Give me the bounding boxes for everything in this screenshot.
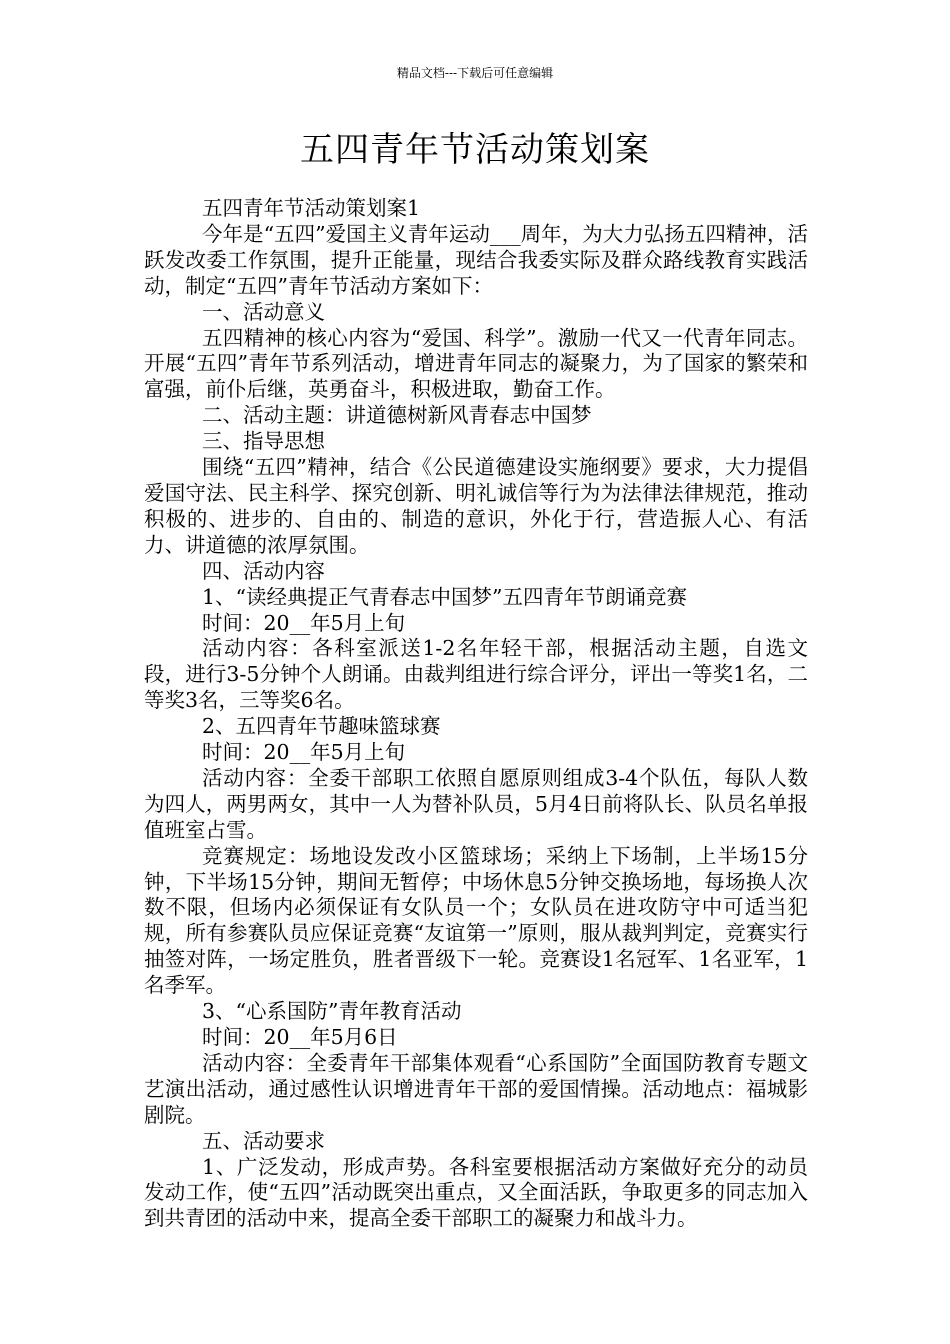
section-heading: 五、活动要求 (202, 1128, 325, 1153)
document-body (144, 196, 808, 1232)
section-heading: 三、指导思想 (202, 429, 325, 454)
activity-heading: 1、“读经典提正气青春志中国梦”五四青年节朗诵竞赛 (202, 584, 688, 609)
activity-heading: 3、“心系国防”青年教育活动 (202, 999, 462, 1024)
paragraph: 五四精神的核心内容为“爱国、科学”。激励一代又一代青年同志。开展“五四”青年节系列活动，增进青年同志的凝聚力，为了国家的繁荣和富强，前仆后继，英勇奋斗，积极进取，勤奋工作。 (144, 325, 808, 402)
section-heading: 五四青年节活动策划案1 (202, 196, 421, 220)
paragraph: 竞赛规定：场地设发改小区篮球场；采纳上下场制，上半场15分钟，下半场15分钟，期间无暂停；中场休息5分钟交换场地，每场换人次数不限，但场内必须保证有女队员一个；女队员在进攻防守中可适当犯规，所有参赛队员应保证竞赛“友谊第一”原则，服从裁判判定，竞赛实行抽签对阵，一场定胜负，胜者晋级下一轮。竞赛设1名冠军、1名亚军，1名季军。 (144, 843, 808, 998)
section-heading: 二、活动主题：讲道德树新风青春志中国梦 (202, 403, 592, 428)
paragraph: 活动内容：全委青年干部集体观看“心系国防”全面国防教育专题文艺演出活动，通过感性认识增进青年干部的爱国情操。活动地点：福城影剧院。 (144, 1050, 808, 1127)
paragraph: 活动内容：各科室派送1-2名年轻干部，根据活动主题，自选文段，进行3-5分钟个人朗诵。由裁判组进行综合评分，评出一等奖1名，二等奖3名，三等奖6名。 (144, 636, 808, 713)
activity-time: 时间：20__年5月上旬 (202, 610, 406, 635)
paragraph: 围绕“五四”精神，结合《公民道德建设实施纲要》要求，大力提倡爱国守法、民主科学、探究创新、明礼诚信等行为为法律法律规范，推动积极的、进步的、自由的、制造的意识，外化于行，营造振人心、有活力、讲道德的浓厚氛围。 (144, 455, 808, 557)
paragraph: 今年是“五四”爱国主义青年运动___周年，为大力弘扬五四精神，活跃发改委工作氛围，提升正能量，现结合我委实际及群众路线教育实践活动，制定“五四”青年节活动方案如下： (144, 221, 808, 298)
activity-heading: 2、五四青年节趣味篮球赛 (202, 714, 441, 739)
section-heading: 四、活动内容 (202, 558, 325, 583)
activity-time: 时间：20__年5月6日 (202, 1025, 398, 1049)
paragraph: 活动内容：全委干部职工依照自愿原则组成3-4个队伍，每队人数为四人，两男两女，其中一人为替补队员，5月4日前将队长、队员名单报值班室占雪。 (144, 765, 808, 842)
section-heading: 一、活动意义 (202, 299, 325, 324)
document-title: 五四青年节活动策划案 (300, 130, 650, 170)
paragraph: 1、广泛发动，形成声势。各科室要根据活动方案做好充分的动员发动工作，使“五四”活动既突出重点，又全面活跃，争取更多的同志加入到共青团的活动中来，提高全委干部职工的凝聚力和战斗力。 (144, 1154, 808, 1231)
page-header: 精品文档---下载后可任意编辑 (396, 66, 554, 80)
activity-time: 时间：20__年5月上旬 (202, 740, 406, 765)
